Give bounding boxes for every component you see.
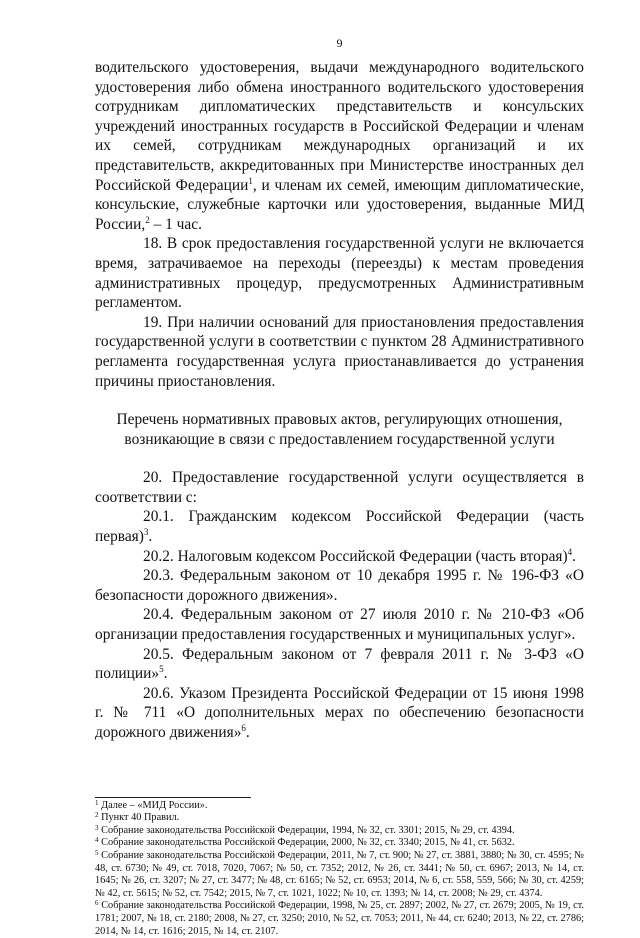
paragraph-20-3: 20.3. Федеральным законом от 10 декабря 1995 г. № 196-ФЗ «О безопасности дорожного движения». xyxy=(95,567,584,604)
footnote-1: $^1$ Далее – «МИД России». xyxy=(95,798,208,811)
footnote-3: $^3$ Собрание законодательства Российской Федерации, 1994, № 32, ст. 3301; 2015, № 29, ст. 4394. xyxy=(95,823,515,836)
footnote-ref: 5 xyxy=(159,664,164,675)
footnote-ref: 3 xyxy=(143,527,149,538)
footnote-ref: 6 xyxy=(241,723,246,733)
footnote-number: 6 xyxy=(95,899,99,908)
paragraph-20-2: 20.2. Налоговым кодексом Российской Федерации (часть вторая)$^4$. xyxy=(143,546,576,565)
footnote-number: 1 xyxy=(95,798,99,807)
paragraph-20-1: 20.1. Гражданским кодексом Российской Федерации (часть первая)$^3$. xyxy=(95,508,584,546)
paragraph-20-6: 20.6. Указом Президента Российской Федерации от 15 июня 1998 г. № 711 «О дополнительных мерах по обеспечению безопасности дорожного движения»$^6$. xyxy=(95,684,584,741)
paragraph-19: 19. При наличии оснований для приостановления предоставления государственной услуги в соответствии с пунктом 28 Административного регламента государственная услуга приостанавливается до устранения причины приостановления. xyxy=(95,313,584,390)
footnote-ref: 4 xyxy=(567,546,573,557)
footnote-number: 3 xyxy=(95,823,99,832)
footnote-ref: 1 xyxy=(248,175,253,186)
footnotes xyxy=(95,800,584,938)
paragraph-20: 20. Предоставление государственной услуги осуществляется в соответствии с: xyxy=(95,469,584,506)
footnote-5: $^5$ Собрание законодательства Российской Федерации, 2011, № 7, ст. 900; № 27, ст. 3881, 3880; № 30, ст. 4595; № 48, ст. 6730; № 49, ст. 7018, 7020, 7067; № 50, ст. 7352; 2012, № 26, ст. 3441; № 50, ст. 6967; 2013, № 14, ст. 1645; № 26, ст. 3207; № 27, ст. 3477; № 48, ст. 6165; № 52, ст. 6953; 2014, № 6, ст. 558, 559, 566; № 30, ст. 4259; № 42, ст. 5615; № 52, ст. 7542; 2015, № 7, ст. 1021, 1022; № 10, ст. 1393; № 14, ст. 2008; № 29, ст. 4374. xyxy=(95,848,584,899)
paragraph-continuation: водительского удостоверения, выдачи международного водительского удостоверения либо обмена иностранного водительского удостоверения сотрудникам дипломатических представительств и консульских учреждений иностранных государств в Российской Федерации и членам их семей, сотрудникам международных организаций и их представительств, аккредитованных при Министерстве иностранных дел Российской Федерации$^1$, и членам их семей, имеющим дипломатические, консульские, служебные карточки или удостоверения, выданные МИД России,$^2$ – 1 час. xyxy=(95,59,584,233)
footnote-4: $^4$ Собрание законодательства Российской Федерации, 2000, № 32, ст. 3340; 2015, № 41, ст. 5632. xyxy=(95,836,515,849)
footnote-2: $^2$ Пункт 40 Правил. xyxy=(95,811,180,824)
page-number: 9 xyxy=(336,36,343,50)
footnote-6: $^6$ Собрание законодательства Российской Федерации, 1998, № 25, ст. 2897; 2002, № 27, ст. 2679; 2005, № 19, ст. 1781; 2007, № 18, ст. 2180; 2008, № 27, ст. 3250; 2010, № 52, ст. 7053; 2011, № 44, ст. 6240; 2013, № 22, ст. 2786; 2014, № 14, ст. 1616; 2015, № 14, ст. 2107. xyxy=(95,899,585,937)
paragraph-20-5: 20.5. Федеральным законом от 7 февраля 2011 г. № 3-ФЗ «О полиции»$^5$. xyxy=(95,645,584,683)
footnote-number: 4 xyxy=(95,836,99,845)
footnote-ref: 2 xyxy=(145,214,150,225)
paragraph-18: 18. В срок предоставления государственной услуги не включается время, затрачиваемое на переходы (переезды) к местам проведения административных процедур, предусмотренных Административным регламентом. xyxy=(95,235,584,312)
section-heading: Перечень нормативных правовых актов, регулирующих отношения, возникающие в связи с предоставлением государственной услуги xyxy=(116,411,563,448)
paragraph-20-4: 20.4. Федеральным законом от 27 июля 2010 г. № 210-ФЗ «Об организации предоставления государственных и муниципальных услуг». xyxy=(95,606,584,644)
footnote-number: 5 xyxy=(95,848,99,857)
document-body xyxy=(95,58,584,743)
footnote-divider xyxy=(95,797,251,798)
footnote-number: 2 xyxy=(95,811,99,820)
